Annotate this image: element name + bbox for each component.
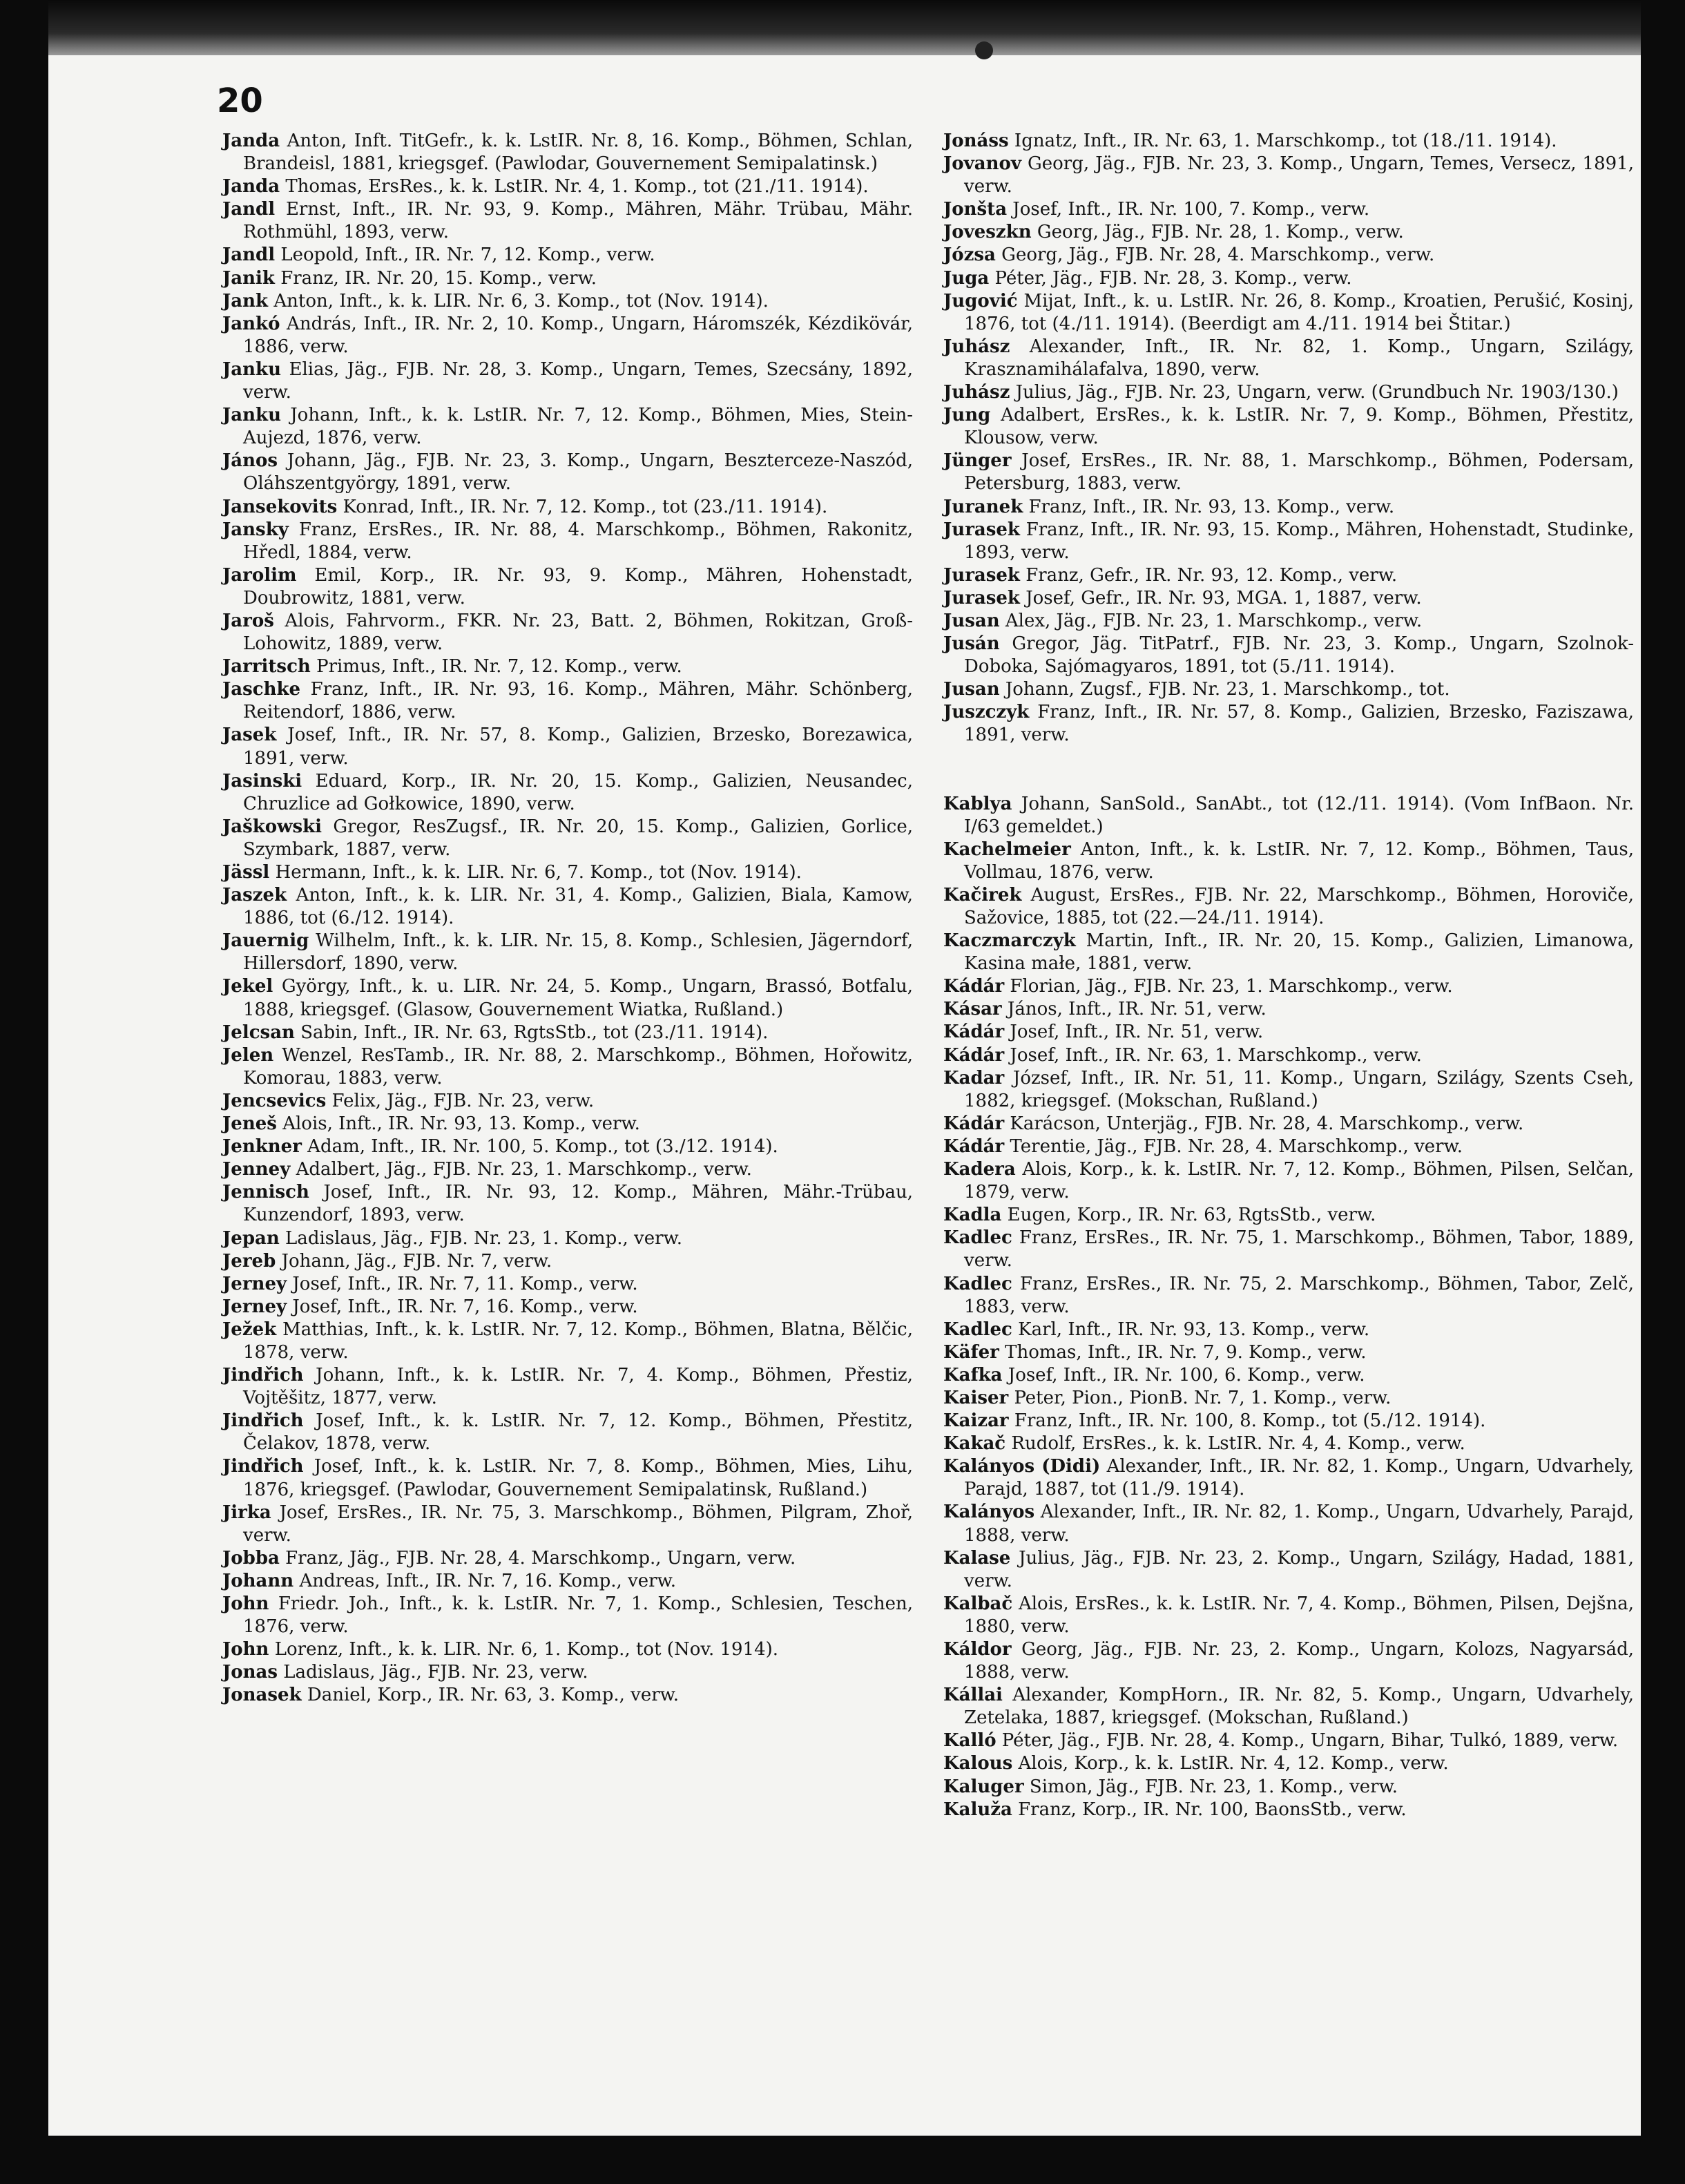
entry-details: Daniel, Korp., IR. Nr. 63, 3. Komp., verw.: [301, 1685, 680, 1706]
entry-details: Franz, Inft., IR. Nr. 57, 8. Komp., Galizien, Brzesko, Faziszawa, 1891, verw.: [964, 702, 1634, 746]
entry-surname: Kachelmeier: [943, 839, 1071, 860]
entry-details: Franz, Korp., IR. Nr. 100, BaonsStb., verw.: [1012, 1799, 1407, 1820]
list-entry: [943, 1364, 1634, 1387]
entry-surname: Jurasek: [943, 587, 1020, 609]
list-entry: [222, 290, 913, 313]
list-entry: [222, 1136, 913, 1158]
list-entry: [222, 313, 913, 358]
entry-details: Thomas, Inft., IR. Nr. 7, 9. Komp., verw.: [999, 1341, 1367, 1363]
entry-surname: Jennisch: [222, 1182, 309, 1203]
entry-details: Franz, Inft., IR. Nr. 100, 8. Komp., tot (5./12. 1914).: [1008, 1410, 1486, 1432]
entry-details: Alexander, Inft., IR. Nr. 82, 1. Komp., Ungarn, Szilágy, Krasznamihálafalva, 1890, verw.: [964, 336, 1634, 380]
list-entry: [222, 1684, 913, 1707]
list-entry: [222, 1250, 913, 1273]
entry-surname: Kállai: [943, 1685, 1003, 1706]
list-entry: [222, 975, 913, 1021]
entry-surname: Jepan: [222, 1227, 280, 1249]
entry-surname: Juranek: [943, 496, 1023, 517]
entry-surname: Janku: [222, 358, 281, 380]
list-entry: [943, 1410, 1634, 1433]
entry-surname: Kačirek: [943, 884, 1022, 906]
entry-surname: Kadera: [943, 1159, 1016, 1180]
entry-details: Anton, Inft., k. k. LstIR. Nr. 7, 12. Komp., Böhmen, Taus, Vollmau, 1876, verw.: [964, 839, 1634, 883]
entry-details: Alexander, KompHorn., IR. Nr. 82, 5. Komp., Ungarn, Udvarhely, Zetelaka, 1887, kriegsgef. (Mokschan, Rußland.): [964, 1685, 1634, 1729]
list-entry: [943, 336, 1634, 381]
entry-surname: Jank: [222, 290, 269, 312]
entry-surname: Kaluža: [943, 1799, 1012, 1820]
entry-details: Felix, Jäg., FJB. Nr. 23, verw.: [326, 1090, 595, 1111]
entry-details: Josef, Inft., IR. Nr. 63, 1. Marschkomp., verw.: [1004, 1044, 1422, 1066]
entry-details: Primus, Inft., IR. Nr. 7, 12. Komp., verw.: [310, 656, 682, 678]
list-entry: [222, 861, 913, 884]
entry-surname: Juhász: [943, 336, 1010, 357]
list-entry: [943, 1136, 1634, 1158]
entry-surname: Jurasek: [943, 519, 1020, 540]
entry-details: Alois, Inft., IR. Nr. 93, 13. Komp., verw.: [276, 1113, 640, 1135]
entry-details: Sabin, Inft., IR. Nr. 63, RgtsStb., tot (23./11. 1914).: [294, 1022, 769, 1043]
list-entry: [943, 1021, 1634, 1044]
entry-surname: Jindřich: [222, 1456, 304, 1477]
entry-details: Alexander, Inft., IR. Nr. 82, 1. Komp., Ungarn, Udvarhely, Parajd, 1887, tot (11./9. 1914).: [964, 1456, 1634, 1500]
list-entry: [943, 244, 1634, 267]
list-entry: [943, 610, 1634, 633]
entry-details: Adalbert, Jäg., FJB. Nr. 23, 1. Marschkomp., verw.: [290, 1159, 752, 1180]
entry-surname: Kalányos: [943, 1502, 1035, 1523]
list-entry: [943, 1113, 1634, 1136]
entry-details: Georg, Jäg., FJB. Nr. 28, 4. Marschkomp., verw.: [995, 245, 1435, 266]
entry-details: Péter, Jäg., FJB. Nr. 28, 3. Komp., verw.: [989, 267, 1352, 289]
entry-surname: Kadlec: [943, 1319, 1012, 1340]
list-entry: [222, 450, 913, 495]
entry-surname: Jovanov: [943, 153, 1021, 175]
entry-details: Konrad, Inft., IR. Nr. 7, 12. Komp., tot (23./11. 1914).: [337, 496, 828, 517]
entry-surname: Kalous: [943, 1753, 1013, 1774]
entry-details: Josef, Inft., IR. Nr. 7, 16. Komp., verw.: [287, 1296, 638, 1317]
entry-details: Franz, IR. Nr. 20, 15. Komp., verw.: [274, 267, 597, 289]
list-entry: [943, 519, 1634, 564]
entry-surname: Kaiser: [943, 1387, 1009, 1408]
entry-surname: Jarritsch: [222, 656, 311, 678]
entry-details: Josef, Inft., IR. Nr. 7, 11. Komp., verw.: [287, 1273, 638, 1294]
entry-surname: Jenkner: [222, 1136, 302, 1158]
scan-border-left: [0, 0, 48, 2184]
entry-surname: Jankó: [222, 313, 280, 334]
entry-details: Johann, Jäg., FJB. Nr. 7, verw.: [276, 1250, 552, 1272]
list-entry: [222, 1227, 913, 1250]
entry-details: Elias, Jäg., FJB. Nr. 28, 3. Komp., Ungarn, Temes, Szecsány, 1892, verw.: [243, 358, 913, 403]
entry-details: Josef, ErsRes., IR. Nr. 75, 3. Marschkomp., Böhmen, Pilgram, Zhoř, verw.: [243, 1502, 913, 1546]
entry-surname: Jünger: [943, 450, 1012, 472]
entry-surname: János: [222, 450, 278, 472]
entry-details: Péter, Jäg., FJB. Nr. 28, 4. Komp., Ungarn, Bihar, Tulkó, 1889, verw.: [996, 1730, 1619, 1752]
entry-details: Josef, Inft., IR. Nr. 51, verw.: [1004, 1022, 1264, 1043]
list-entry: [222, 1570, 913, 1593]
entry-details: Franz, Inft., IR. Nr. 93, 13. Komp., verw.: [1023, 496, 1395, 517]
list-entry: [943, 884, 1634, 930]
entry-surname: Jeneš: [222, 1113, 277, 1135]
entry-surname: Jonasek: [222, 1685, 302, 1706]
list-entry: [943, 290, 1634, 336]
entry-details: Johann, Jäg., FJB. Nr. 23, 3. Komp., Ungarn, Beszterceze-Naszód, Oláhszentgyörgy, 1891, verw.: [243, 450, 913, 495]
list-entry: [222, 1181, 913, 1227]
list-entry: [943, 1158, 1634, 1204]
list-entry: [222, 610, 913, 655]
entry-details: Alois, ErsRes., k. k. LstIR. Nr. 7, 4. Komp., Böhmen, Pilsen, Dejšna, 1880, verw.: [964, 1593, 1634, 1637]
entry-surname: Kalló: [943, 1730, 996, 1752]
scan-border-bottom: [0, 2136, 1685, 2184]
entry-surname: Kádár: [943, 1022, 1005, 1043]
entry-surname: Jonšta: [943, 199, 1008, 220]
entry-details: Rudolf, ErsRes., k. k. LstIR. Nr. 4, 4. Komp., verw.: [1005, 1433, 1465, 1455]
entry-details: Johann, Zugsf., FJB. Nr. 23, 1. Marschkomp., tot.: [999, 679, 1450, 700]
list-entry: [222, 1638, 913, 1661]
entry-surname: Jaškowski: [222, 816, 322, 837]
entry-details: Lorenz, Inft., k. k. LIR. Nr. 6, 1. Komp., tot (Nov. 1914).: [269, 1639, 779, 1660]
list-entry: [222, 519, 913, 564]
list-entry: [222, 1547, 913, 1570]
list-entry: [943, 678, 1634, 701]
list-entry: [943, 1455, 1634, 1501]
entry-surname: Jonas: [222, 1662, 278, 1683]
entry-surname: Jasek: [222, 725, 277, 746]
entry-details: Josef, Inft., IR. Nr. 100, 7. Komp., verw.: [1007, 199, 1370, 220]
list-entry: [222, 1410, 913, 1455]
list-entry: [222, 816, 913, 861]
list-entry: [222, 198, 913, 244]
list-entry: [222, 724, 913, 769]
list-entry: [943, 496, 1634, 519]
entry-details: Ladislaus, Jäg., FJB. Nr. 23, verw.: [278, 1662, 588, 1683]
list-entry: [943, 1501, 1634, 1546]
list-entry: [222, 564, 913, 610]
entry-details: Josef, Inft., IR. Nr. 93, 12. Komp., Mähren, Mähr.-Trübau, Kunzendorf, 1893, verw.: [243, 1182, 913, 1226]
entry-details: Franz, ErsRes., IR. Nr. 75, 2. Marschkomp., Böhmen, Tabor, Zelč, 1883, verw.: [964, 1273, 1634, 1317]
entry-details: Adalbert, ErsRes., k. k. LstIR. Nr. 7, 9. Komp., Böhmen, Přestitz, Klousow, verw.: [964, 405, 1634, 449]
list-entry: [943, 1776, 1634, 1799]
entry-surname: Jobba: [222, 1547, 280, 1569]
entry-details: Franz, ErsRes., IR. Nr. 88, 4. Marschkomp., Böhmen, Rakonitz, Hředl, 1884, verw.: [243, 519, 913, 563]
list-entry: [943, 267, 1634, 290]
list-entry: [943, 1684, 1634, 1730]
list-entry: [943, 564, 1634, 587]
list-entry: [222, 884, 913, 930]
entry-surname: Jansekovits: [222, 496, 338, 517]
right-column: [943, 130, 1634, 1821]
list-entry: [222, 1044, 913, 1090]
entry-surname: John: [222, 1593, 269, 1614]
entry-details: Franz, Gefr., IR. Nr. 93, 12. Komp., verw.: [1019, 564, 1398, 586]
list-entry: [943, 153, 1634, 198]
list-entry: [222, 930, 913, 975]
list-entry: [943, 1273, 1634, 1319]
entry-details: Matthias, Inft., k. k. LstIR. Nr. 7, 12. Komp., Böhmen, Blatna, Bělčic, 1878, verw.: [243, 1319, 913, 1363]
list-entry: [943, 404, 1634, 450]
entry-surname: Janku: [222, 405, 281, 426]
list-entry: [943, 930, 1634, 975]
entry-details: Johann, Inft., k. k. LstIR. Nr. 7, 12. Komp., Böhmen, Mies, Stein-Aujezd, 1876, verw.: [243, 405, 913, 449]
list-entry: [943, 130, 1634, 153]
list-entry: [222, 1296, 913, 1319]
entry-surname: Jasinski: [222, 770, 302, 792]
entry-surname: Jereb: [222, 1250, 276, 1272]
entry-details: Simon, Jäg., FJB. Nr. 23, 1. Komp., verw.: [1023, 1776, 1398, 1797]
list-entry: [222, 496, 913, 519]
entry-surname: Käfer: [943, 1341, 999, 1363]
entry-details: Wilhelm, Inft., k. k. LIR. Nr. 15, 8. Komp., Schlesien, Jägerndorf, Hillersdorf, 1890, verw.: [243, 930, 913, 975]
entry-details: Franz, Inft., IR. Nr. 93, 16. Komp., Mähren, Mähr. Schönberg, Reitendorf, 1886, verw.: [243, 679, 913, 723]
entry-surname: Jarolim: [222, 564, 297, 586]
entry-surname: Jelcsan: [222, 1022, 295, 1043]
entry-surname: Jandl: [222, 199, 276, 220]
entry-surname: Kádár: [943, 1113, 1005, 1134]
entry-details: Anton, Inft., k. k. LIR. Nr. 31, 4. Komp., Galizien, Biala, Kamow, 1886, tot (6./12. 1914).: [243, 885, 913, 929]
entry-surname: Káldor: [943, 1639, 1012, 1660]
list-entry: [222, 404, 913, 450]
entry-surname: Johann: [222, 1570, 294, 1591]
entry-details: Georg, Jäg., FJB. Nr. 23, 2. Komp., Ungarn, Kolozs, Nagyarsád, 1888, verw.: [964, 1639, 1634, 1683]
entry-surname: Jusán: [943, 633, 1000, 655]
list-entry: [222, 1593, 913, 1638]
entry-details: Josef, Inft., k. k. LstIR. Nr. 7, 12. Komp., Böhmen, Přestitz, Čelakov, 1878, verw.: [243, 1410, 913, 1455]
entry-surname: Jugović: [943, 290, 1018, 312]
list-entry: [943, 381, 1634, 404]
entry-details: Thomas, ErsRes., k. k. LstIR. Nr. 4, 1. Komp., tot (21./11. 1914).: [280, 176, 869, 198]
list-entry: [943, 1387, 1634, 1410]
list-entry: [222, 1319, 913, 1364]
list-entry: [943, 701, 1634, 747]
entry-details: Florian, Jäg., FJB. Nr. 23, 1. Marschkomp., verw.: [1004, 976, 1453, 997]
list-entry: [222, 1364, 913, 1410]
entry-details: Leopold, Inft., IR. Nr. 7, 12. Komp., verw.: [275, 245, 655, 266]
scan-border-right: [1641, 0, 1685, 2184]
entry-surname: Kádár: [943, 1136, 1005, 1157]
entry-surname: Kaluger: [943, 1776, 1024, 1797]
entry-surname: Kadla: [943, 1205, 1002, 1226]
entry-surname: Jaschke: [222, 679, 301, 700]
list-entry: [943, 839, 1634, 884]
entry-surname: Jirka: [222, 1502, 271, 1523]
entry-details: Ernst, Inft., IR. Nr. 93, 9. Komp., Mähren, Mähr. Trübau, Mähr. Rothmühl, 1893, verw.: [243, 199, 913, 243]
entry-surname: Kalányos (Didi): [943, 1456, 1101, 1477]
entry-surname: Kalbač: [943, 1593, 1013, 1614]
entry-surname: Kásar: [943, 999, 1002, 1020]
entry-details: Adam, Inft., IR. Nr. 100, 5. Komp., tot (3./12. 1914).: [301, 1136, 778, 1158]
list-entry: [222, 1502, 913, 1547]
entry-surname: Jaroš: [222, 610, 274, 631]
list-entry: [943, 1227, 1634, 1272]
list-entry: [943, 1319, 1634, 1341]
list-entry: [943, 1593, 1634, 1638]
list-entry: [943, 1547, 1634, 1593]
list-entry: [943, 1067, 1634, 1113]
entry-details: Friedr. Joh., Inft., k. k. LstIR. Nr. 7, 1. Komp., Schlesien, Teschen, 1876, verw.: [243, 1593, 913, 1638]
list-entry: [943, 1341, 1634, 1364]
entry-surname: Jansky: [222, 519, 289, 540]
list-entry: [943, 1044, 1634, 1067]
entry-details: Georg, Jäg., FJB. Nr. 23, 3. Komp., Ungarn, Temes, Versecz, 1891, verw.: [964, 153, 1634, 198]
list-entry: [222, 1090, 913, 1113]
list-entry: [222, 358, 913, 404]
entry-details: Alois, Korp., k. k. LstIR. Nr. 4, 12. Komp., verw.: [1012, 1753, 1449, 1774]
entry-surname: John: [222, 1639, 269, 1660]
entry-details: Josef, Inft., IR. Nr. 57, 8. Komp., Galizien, Brzesko, Borezawica, 1891, verw.: [243, 725, 913, 769]
entry-surname: Janda: [222, 131, 280, 151]
entry-details: András, Inft., IR. Nr. 2, 10. Komp., Ungarn, Háromszék, Kézdikövár, 1886, verw.: [243, 313, 913, 357]
entry-details: Karácson, Unterjäg., FJB. Nr. 28, 4. Marschkomp., verw.: [1004, 1113, 1524, 1134]
punch-hole: [975, 41, 993, 59]
list-entry: [222, 1273, 913, 1296]
list-entry: [943, 198, 1634, 221]
entry-surname: Jencsevics: [222, 1090, 327, 1111]
list-entry: [222, 655, 913, 678]
list-entry: [943, 1638, 1634, 1684]
entry-details: Franz, ErsRes., IR. Nr. 75, 1. Marschkomp., Böhmen, Tabor, 1889, verw.: [964, 1227, 1634, 1272]
entry-details: Terentie, Jäg., FJB. Nr. 28, 4. Marschkomp., verw.: [1004, 1136, 1463, 1157]
entry-surname: Kalase: [943, 1547, 1011, 1569]
list-entry: [943, 633, 1634, 678]
entry-surname: Jerney: [222, 1296, 287, 1317]
list-entry: [222, 678, 913, 724]
entry-surname: Kafka: [943, 1364, 1003, 1386]
entry-surname: Kaczmarczyk: [943, 930, 1076, 952]
entry-surname: Joveszkn: [943, 222, 1032, 243]
entry-surname: Kaizar: [943, 1410, 1009, 1432]
entry-surname: Jerney: [222, 1273, 287, 1294]
entry-details: Alex, Jäg., FJB. Nr. 23, 1. Marschkomp., verw.: [999, 610, 1423, 631]
entry-surname: Jindřich: [222, 1365, 304, 1386]
list-entry: [222, 1158, 913, 1181]
entry-details: Josef, Inft., IR. Nr. 100, 6. Komp., verw.: [1002, 1364, 1365, 1386]
scan-border-top: [0, 0, 1685, 55]
entry-surname: Janda: [222, 176, 280, 198]
entry-details: Hermann, Inft., k. k. LIR. Nr. 6, 7. Komp., tot (Nov. 1914).: [269, 862, 802, 883]
entry-details: Julius, Jäg., FJB. Nr. 23, 2. Komp., Ungarn, Szilágy, Hadad, 1881, verw.: [964, 1547, 1634, 1591]
entry-details: Alois, Fahrvorm., FKR. Nr. 23, Batt. 2, Böhmen, Rokitzan, Groß-Lohowitz, 1889, verw.: [243, 610, 913, 655]
entry-details: Peter, Pion., PionB. Nr. 7, 1. Komp., verw.: [1008, 1387, 1392, 1408]
list-entry: [222, 267, 913, 290]
entry-surname: Kadlec: [943, 1227, 1012, 1249]
entry-details: Eugen, Korp., IR. Nr. 63, RgtsStb., verw.: [1001, 1205, 1376, 1226]
page-number: 20: [217, 82, 263, 120]
list-entry: [943, 1204, 1634, 1227]
entry-details: Josef, Gefr., IR. Nr. 93, MGA. 1, 1887, verw.: [1019, 587, 1422, 609]
list-entry: [222, 770, 913, 816]
entry-details: Wenzel, ResTamb., IR. Nr. 88, 2. Marschkomp., Böhmen, Hořowitz, Komorau, 1883, verw.: [243, 1044, 913, 1089]
entry-surname: Jindřich: [222, 1410, 304, 1432]
entry-details: Ignatz, Inft., IR. Nr. 63, 1. Marschkomp., tot (18./11. 1914).: [1008, 131, 1557, 151]
entry-surname: Jenney: [222, 1159, 291, 1180]
entry-details: Alexander, Inft., IR. Nr. 82, 1. Komp., Ungarn, Udvarhely, Parajd, 1888, verw.: [964, 1502, 1634, 1546]
section-gap: [943, 747, 1634, 793]
entry-details: Ladislaus, Jäg., FJB. Nr. 23, 1. Komp., verw.: [279, 1227, 682, 1249]
entry-details: Anton, Inft. TitGefr., k. k. LstIR. Nr. 8, 16. Komp., Böhmen, Schlan, Brandeisl, 1881, kriegsgef. (Pawlodar, Gouvernement Semipalatinsk.): [243, 131, 913, 175]
list-entry: [222, 1661, 913, 1684]
entry-details: Gregor, Jäg. TitPatrf., FJB. Nr. 23, 3. Komp., Ungarn, Szolnok-Doboka, Sajómagyaros, 1891, tot (5./11. 1914).: [964, 633, 1634, 678]
entry-surname: Jusan: [943, 679, 1000, 700]
list-entry: [943, 221, 1634, 244]
entry-details: Emil, Korp., IR. Nr. 93, 9. Komp., Mähren, Hohenstadt, Doubrowitz, 1881, verw.: [243, 564, 913, 609]
entry-surname: Juhász: [943, 382, 1010, 403]
entry-surname: Jauernig: [222, 930, 309, 952]
entry-surname: Jaszek: [222, 885, 287, 906]
entry-surname: Jonáss: [943, 131, 1009, 151]
entry-details: Alois, Korp., k. k. LstIR. Nr. 7, 12. Komp., Böhmen, Pilsen, Selčan, 1879, verw.: [964, 1159, 1634, 1203]
entry-surname: Jelen: [222, 1044, 274, 1066]
entry-surname: Jung: [943, 405, 991, 426]
entry-details: Karl, Inft., IR. Nr. 93, 13. Komp., verw.: [1012, 1319, 1370, 1340]
entry-details: Franz, Inft., IR. Nr. 93, 15. Komp., Mähren, Hohenstadt, Studinke, 1893, verw.: [964, 519, 1634, 563]
entry-surname: Ježek: [222, 1319, 277, 1340]
entry-details: Mijat, Inft., k. u. LstIR. Nr. 26, 8. Komp., Kroatien, Perušić, Kosinj, 1876, tot (4./11. 1914). (Beerdigt am 4./11. 1914 bei Štitar.): [964, 290, 1634, 334]
list-entry: [943, 587, 1634, 610]
list-entry: [943, 1752, 1634, 1775]
list-entry: [943, 975, 1634, 998]
entry-surname: Kablya: [943, 793, 1012, 814]
entry-surname: Jässl: [222, 862, 270, 883]
entry-surname: Kádár: [943, 976, 1005, 997]
list-entry: [943, 998, 1634, 1021]
entry-details: Georg, Jäg., FJB. Nr. 28, 1. Komp., verw.: [1031, 222, 1404, 243]
left-column: [222, 130, 913, 1707]
list-entry: [943, 1433, 1634, 1455]
entry-details: József, Inft., IR. Nr. 51, 11. Komp., Ungarn, Szilágy, Szents Cseh, 1882, kriegsgef. (Mokschan, Rußland.): [964, 1067, 1634, 1111]
entry-details: János, Inft., IR. Nr. 51, verw.: [1001, 999, 1267, 1020]
entry-surname: Jandl: [222, 245, 276, 266]
entry-details: Franz, Jäg., FJB. Nr. 28, 4. Marschkomp., Ungarn, verw.: [279, 1547, 796, 1569]
entry-surname: Juga: [943, 267, 990, 289]
list-entry: [222, 130, 913, 175]
list-entry: [943, 1730, 1634, 1752]
entry-surname: Józsa: [943, 245, 996, 266]
list-entry: [943, 1799, 1634, 1821]
list-entry: [943, 793, 1634, 839]
list-entry: [222, 1455, 913, 1501]
entry-details: György, Inft., k. u. LIR. Nr. 24, 5. Komp., Ungarn, Brassó, Botfalu, 1888, kriegsgef. (Glasow, Gouvernement Wiatka, Rußland.): [243, 976, 913, 1020]
entry-details: Gregor, ResZugsf., IR. Nr. 20, 15. Komp., Galizien, Gorlice, Szymbark, 1887, verw.: [243, 816, 913, 860]
entry-details: Anton, Inft., k. k. LIR. Nr. 6, 3. Komp., tot (Nov. 1914).: [268, 290, 769, 312]
entry-details: Johann, Inft., k. k. LstIR. Nr. 7, 4. Komp., Böhmen, Přestiz, Vojtěšitz, 1877, verw.: [243, 1365, 913, 1409]
list-entry: [222, 1022, 913, 1044]
entry-surname: Janik: [222, 267, 275, 289]
entry-details: Johann, SanSold., SanAbt., tot (12./11. 1914). (Vom InfBaon. Nr. I/63 gemeldet.): [964, 793, 1634, 837]
entry-details: Josef, ErsRes., IR. Nr. 88, 1. Marschkomp., Böhmen, Podersam, Petersburg, 1883, verw.: [964, 450, 1634, 495]
entry-details: Eduard, Korp., IR. Nr. 20, 15. Komp., Galizien, Neusandec, Chruzlice ad Gołkowice, 1890, verw.: [243, 770, 913, 814]
entry-surname: Kádár: [943, 1044, 1005, 1066]
entry-details: August, ErsRes., FJB. Nr. 22, Marschkomp., Böhmen, Horoviče, Sažovice, 1885, tot (22.—24./11. 1914).: [964, 884, 1634, 928]
entry-surname: Juszczyk: [943, 702, 1030, 723]
entry-surname: Jusan: [943, 610, 1000, 631]
entry-surname: Kakač: [943, 1433, 1006, 1455]
list-entry: [943, 450, 1634, 495]
list-entry: [222, 1113, 913, 1136]
entry-surname: Jurasek: [943, 564, 1020, 586]
entry-details: Josef, Inft., k. k. LstIR. Nr. 7, 8. Komp., Böhmen, Mies, Lihu, 1876, kriegsgef. (Pawlodar, Gouvernement Semipalatinsk, Rußland.): [243, 1456, 913, 1500]
entry-surname: Jekel: [222, 976, 273, 997]
entry-details: Martin, Inft., IR. Nr. 20, 15. Komp., Galizien, Limanowa, Kasina małe, 1881, verw.: [964, 930, 1634, 975]
entry-details: Julius, Jäg., FJB. Nr. 23, Ungarn, verw. (Grundbuch Nr. 1903/130.): [1010, 382, 1619, 403]
list-entry: [222, 175, 913, 198]
list-entry: [222, 244, 913, 267]
entry-surname: Kadar: [943, 1067, 1005, 1089]
entry-details: Andreas, Inft., IR. Nr. 7, 16. Komp., verw.: [293, 1570, 677, 1591]
entry-surname: Kadlec: [943, 1273, 1012, 1294]
